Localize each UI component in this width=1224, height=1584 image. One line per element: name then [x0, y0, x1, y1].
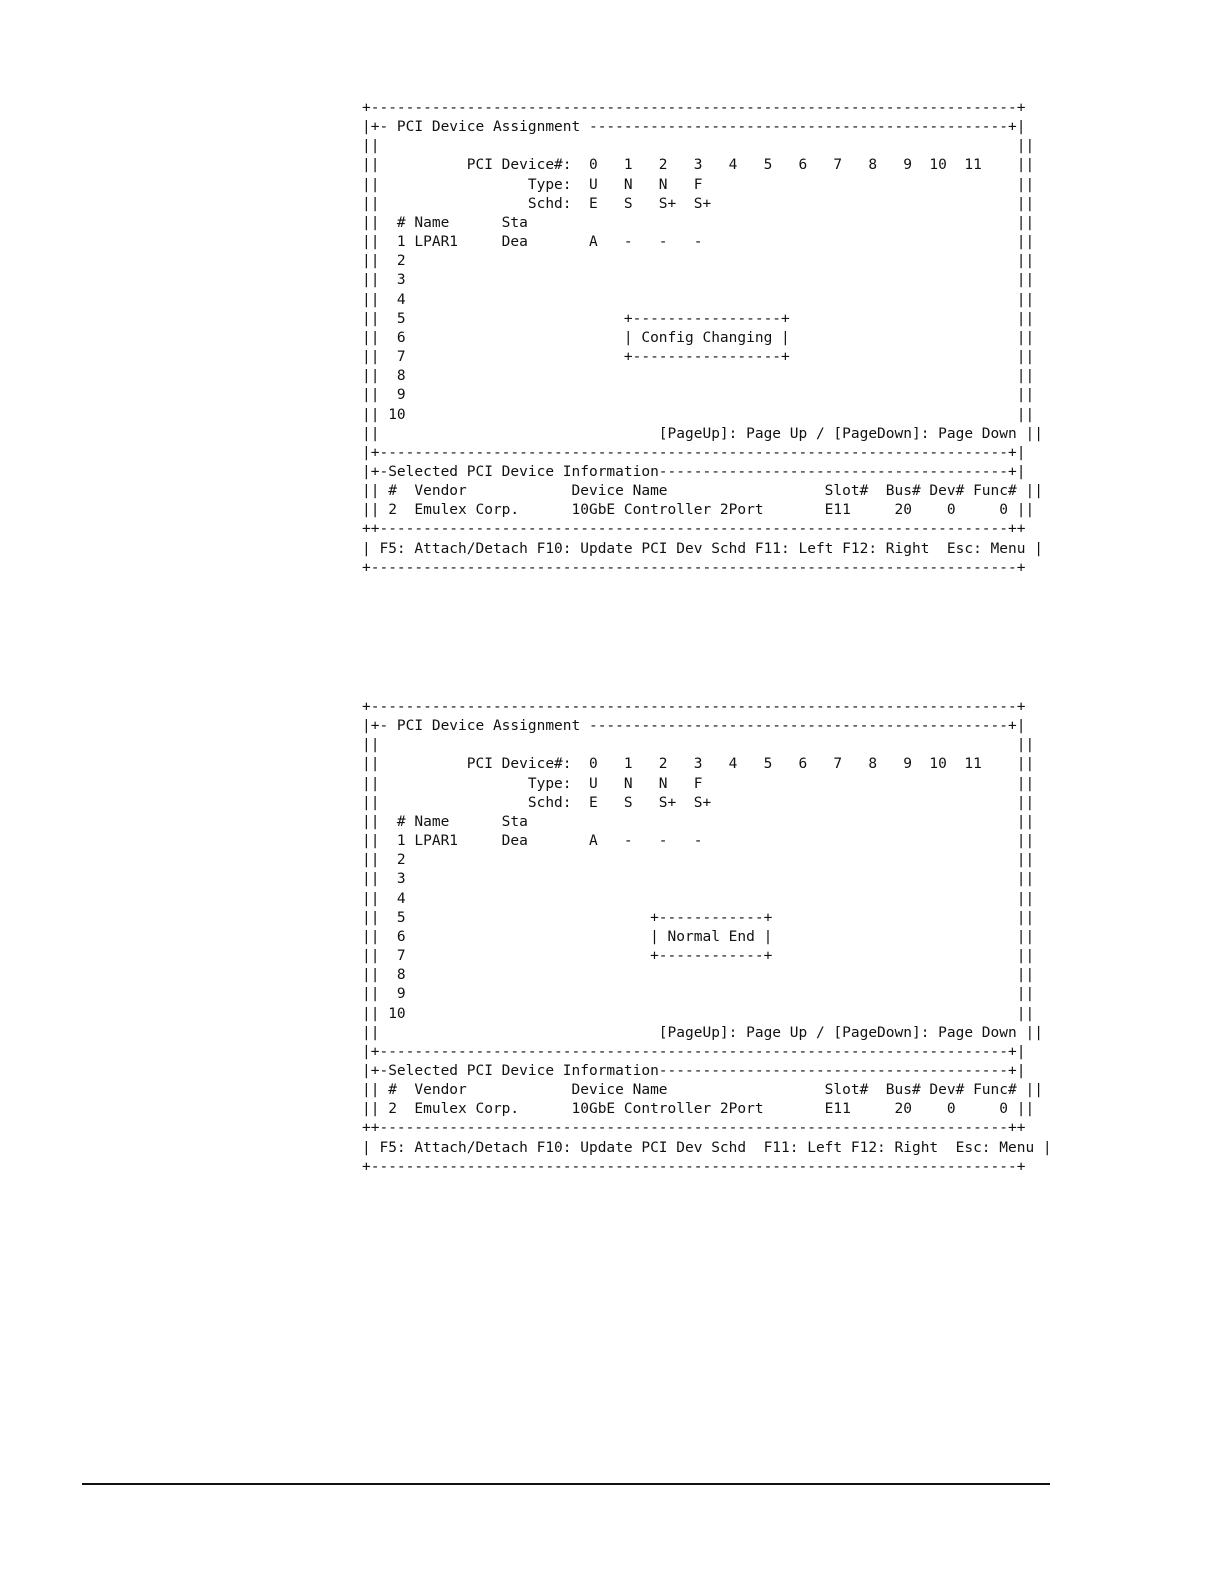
page-bottom-rule [82, 1483, 1050, 1485]
lpar-table-header: || # Name Sta || [362, 813, 1035, 830]
lpar-row-7[interactable]: || 7 +-----------------+ || [362, 349, 1035, 366]
terminal-line: |+------------------------------------------------------------------------+| [362, 444, 1026, 461]
device-info-header: || # Vendor Device Name Slot# Bus# Dev# Func# || [362, 1082, 1043, 1099]
terminal-line: +--------------------------------------------------------------------------+ [362, 100, 1026, 116]
lpar-row-9[interactable]: || 9 || [362, 986, 1035, 1003]
terminal-line: ++------------------------------------------------------------------------++ [362, 521, 1026, 538]
lpar-row-5[interactable]: || 5 +-----------------+ || [362, 310, 1035, 327]
pci-device-assignment-screen-normal-end [362, 698, 1052, 1177]
lpar-row-5[interactable]: || 5 +------------+ || [362, 909, 1035, 926]
lpar-row-7[interactable]: || 7 +------------+ || [362, 948, 1035, 965]
pci-device-type-row: || Type: U N N F || [362, 176, 1035, 193]
function-key-bar[interactable]: | F5: Attach/Detach F10: Update PCI Dev Schd F11: Left F12: Right Esc: Menu | [362, 540, 1043, 557]
terminal-line: || || [362, 138, 1035, 155]
lpar-row-8[interactable]: || 8 || [362, 967, 1035, 984]
lpar-row-2[interactable]: || 2 || [362, 852, 1035, 869]
terminal-line: +--------------------------------------------------------------------------+ [362, 1158, 1026, 1175]
lpar-row-10[interactable]: || 10 || [362, 1005, 1035, 1022]
pci-device-number-row: || PCI Device#: 0 1 2 3 4 5 6 7 8 9 10 11 || [362, 756, 1035, 773]
lpar-row-2[interactable]: || 2 || [362, 253, 1035, 270]
pci-device-schd-row: || Schd: E S S+ S+ || [362, 794, 1035, 811]
lpar-table-header: || # Name Sta || [362, 214, 1035, 231]
lpar-row-6-config-changing-dialog[interactable]: || 6 | Config Changing | || [362, 329, 1035, 346]
terminal-line: || || [362, 737, 1035, 754]
lpar-row-1[interactable]: || 1 LPAR1 Dea A - - - || [362, 234, 1035, 251]
panel-title-pci-device-assignment: |+- PCI Device Assignment ------------------------------------------------+| [362, 718, 1026, 735]
panel-title-selected-pci-device-information: |+-Selected PCI Device Information----------------------------------------+| [362, 463, 1026, 480]
device-info-row: || 2 Emulex Corp. 10GbE Controller 2Port E11 20 0 0 || [362, 502, 1035, 519]
page-navigation-hint: || [PageUp]: Page Up / [PageDown]: Page Down || [362, 1024, 1043, 1041]
terminal-line: +--------------------------------------------------------------------------+ [362, 699, 1026, 715]
lpar-row-8[interactable]: || 8 || [362, 368, 1035, 385]
page-navigation-hint: || [PageUp]: Page Up / [PageDown]: Page Down || [362, 425, 1043, 442]
pci-device-schd-row: || Schd: E S S+ S+ || [362, 195, 1035, 212]
panel-title-pci-device-assignment: |+- PCI Device Assignment ------------------------------------------------+| [362, 119, 1026, 136]
pci-device-type-row: || Type: U N N F || [362, 775, 1035, 792]
terminal-line: |+------------------------------------------------------------------------+| [362, 1043, 1026, 1060]
device-info-row: || 2 Emulex Corp. 10GbE Controller 2Port E11 20 0 0 || [362, 1101, 1035, 1118]
function-key-bar[interactable]: | F5: Attach/Detach F10: Update PCI Dev Schd F11: Left F12: Right Esc: Menu | [362, 1139, 1052, 1156]
lpar-row-9[interactable]: || 9 || [362, 387, 1035, 404]
lpar-row-3[interactable]: || 3 || [362, 272, 1035, 289]
lpar-row-4[interactable]: || 4 || [362, 890, 1035, 907]
lpar-row-6-normal-end-dialog[interactable]: || 6 | Normal End | || [362, 928, 1035, 945]
pci-device-assignment-screen-config-changing [362, 99, 1043, 578]
terminal-line: ++------------------------------------------------------------------------++ [362, 1120, 1026, 1137]
lpar-row-3[interactable]: || 3 || [362, 871, 1035, 888]
lpar-row-4[interactable]: || 4 || [362, 291, 1035, 308]
lpar-row-10[interactable]: || 10 || [362, 406, 1035, 423]
panel-title-selected-pci-device-information: |+-Selected PCI Device Information----------------------------------------+| [362, 1062, 1026, 1079]
pci-device-number-row: || PCI Device#: 0 1 2 3 4 5 6 7 8 9 10 11 || [362, 157, 1035, 174]
device-info-header: || # Vendor Device Name Slot# Bus# Dev# Func# || [362, 483, 1043, 500]
terminal-line: +--------------------------------------------------------------------------+ [362, 559, 1026, 576]
lpar-row-1[interactable]: || 1 LPAR1 Dea A - - - || [362, 833, 1035, 850]
